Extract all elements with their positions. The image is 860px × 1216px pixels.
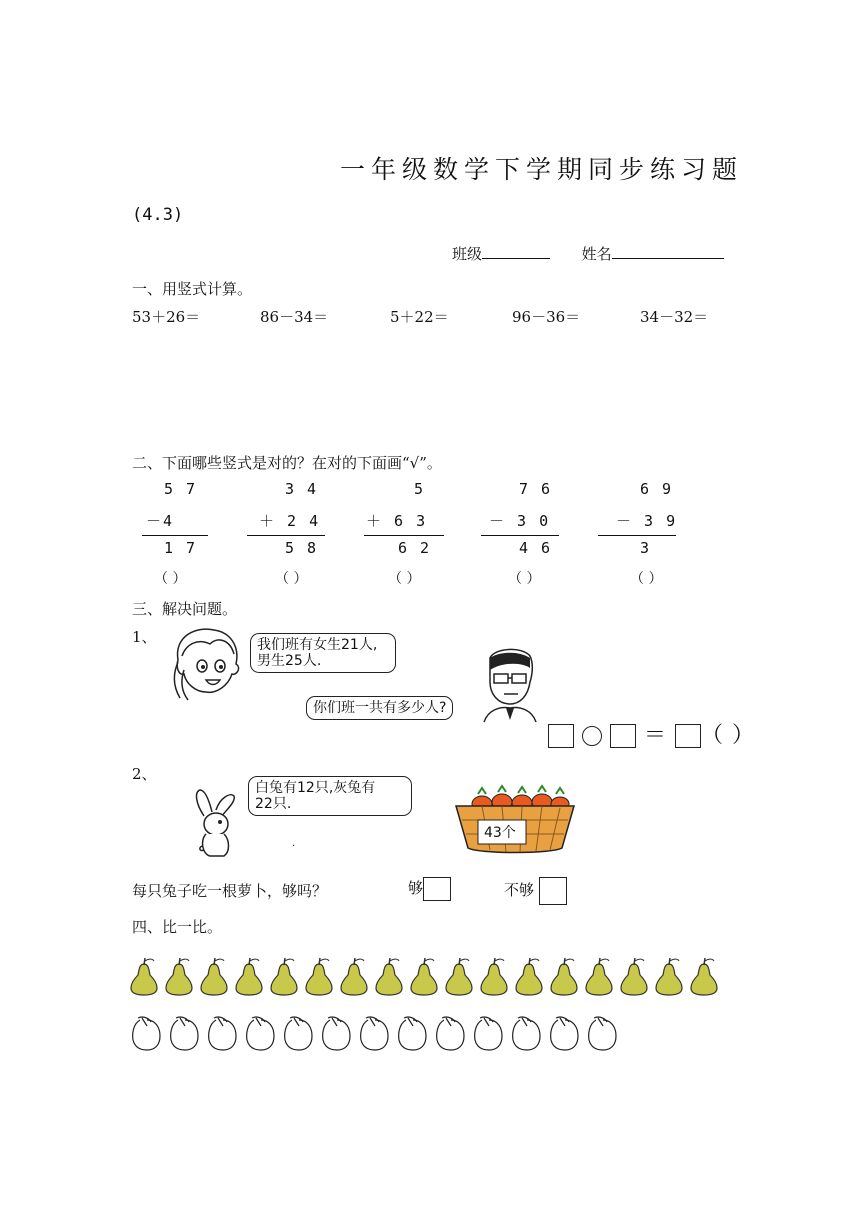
outline-pear-icon [586,1014,619,1052]
outline-pear-icon [282,1014,315,1052]
enough-option [408,877,451,901]
not-enough-label: 不够 [504,881,535,899]
outline-pear-icon [168,1014,201,1052]
not-enough-option [504,877,567,905]
calc-line [481,535,559,536]
pear-icon [233,956,265,996]
girl-speech-bubble [250,633,396,673]
exercise-1: 53＋26＝ [132,308,201,326]
exercise-3: 5＋22＝ [390,308,449,326]
girl-speech-line-1: 我们班有女生21人, [257,637,378,653]
pear-icon [618,956,650,996]
pear-icon [443,956,475,996]
pear-icon [478,956,510,996]
answer-paren-4[interactable]: （ ） [508,571,541,587]
dot-mark: . [292,838,296,849]
calc-operand: － 3 0 [489,512,551,530]
answer-paren-3[interactable]: （ ） [388,571,421,587]
pear-icon [268,956,300,996]
rabbit-speech-line-2: 22只. [255,796,292,812]
pear-icon [338,956,370,996]
teacher-illustration [478,646,540,724]
calc-operand: －4 [146,512,175,530]
basket-count-label: 43个 [484,825,516,841]
equals-sign: ＝ [644,723,668,748]
teacher-speech-bubble [306,696,453,720]
outline-pear-icon [206,1014,239,1052]
class-name-line [452,243,724,264]
carrot-basket-illustration [452,780,578,854]
exercise-5: 34－32＝ [640,308,709,326]
equation-box-3[interactable] [675,724,701,748]
operator-circle[interactable] [582,726,602,746]
teacher-speech-text: 你们班一共有多少人? [313,700,447,716]
name-label: 姓名 [581,245,612,263]
calc-operand: ＋ 6 3 [366,512,428,530]
calc-top: 6 9 [640,480,674,498]
girl-illustration [170,624,250,704]
section3-heading: 三、解决问题。 [132,600,238,618]
answer-paren[interactable]: （ ） [701,723,756,748]
outline-pear-icon [548,1014,581,1052]
enough-checkbox[interactable] [423,877,451,901]
outline-pear-icon [244,1014,277,1052]
calc-operand: － 3 9 [616,512,678,530]
pear-icon [373,956,405,996]
enough-label: 够 [408,879,424,897]
outline-pear-icon [358,1014,391,1052]
rabbit-speech-bubble [248,776,412,816]
equation-box-2[interactable] [610,724,636,748]
calc-line [247,535,325,536]
calc-result: 5 8 [285,539,319,557]
equation-template [548,718,755,749]
calc-top: 5 [414,480,426,498]
pear-icon [163,956,195,996]
section1-heading: 一、用竖式计算。 [132,280,253,298]
question-1-number: 1、 [132,628,157,646]
class-label: 班级 [452,245,483,263]
answer-paren-5[interactable]: （ ） [630,571,663,587]
outline-pear-icon [320,1014,353,1052]
outline-pear-icon [472,1014,505,1052]
question-2-number: 2、 [132,765,157,783]
pear-icon [653,956,685,996]
rabbit-illustration [190,788,242,860]
pear-icon [128,956,160,996]
girl-speech-line-2: 男生25人. [257,653,322,669]
outline-pear-icon [396,1014,429,1052]
section2-heading: 二、下面哪些竖式是对的？在对的下面画“√”。 [132,454,442,472]
calc-result: 6 2 [398,539,432,557]
page-subtitle: (4.3) [132,205,184,225]
section4-heading: 四、比一比。 [132,918,223,936]
calc-top: 7 6 [519,480,553,498]
calc-top: 3 4 [285,480,319,498]
rabbit-speech-line-1: 白兔有12只,灰兔有 [255,780,376,796]
outline-pear-icon [434,1014,467,1052]
exercise-4: 96－36＝ [512,308,581,326]
pear-icon [583,956,615,996]
exercise-2: 86－34＝ [260,308,329,326]
name-blank[interactable] [612,244,724,259]
outline-pear-icon [130,1014,163,1052]
question-2-text: 每只兔子吃一根萝卜，够吗？ [132,882,328,900]
not-enough-checkbox[interactable] [539,877,567,905]
calc-top: 5 7 [164,480,198,498]
equation-box-1[interactable] [548,724,574,748]
calc-operand: ＋ 2 4 [259,512,321,530]
calc-line [142,535,208,536]
pear-icon [198,956,230,996]
class-blank[interactable] [482,244,550,259]
filled-pears-row [128,956,720,996]
pear-icon [548,956,580,996]
outline-pear-icon [510,1014,543,1052]
calc-line [364,535,444,536]
calc-result: 1 7 [164,539,198,557]
pear-icon [303,956,335,996]
calc-result: 3 [640,539,652,557]
pear-icon [688,956,720,996]
calc-line [598,535,676,536]
answer-paren-1[interactable]: （ ） [154,571,187,587]
pear-icon [513,956,545,996]
outline-pears-row [130,1014,619,1052]
page-title: 一年级数学下学期同步练习题 [340,155,744,184]
pear-icon [408,956,440,996]
answer-paren-2[interactable]: （ ） [275,571,308,587]
calc-result: 4 6 [519,539,553,557]
